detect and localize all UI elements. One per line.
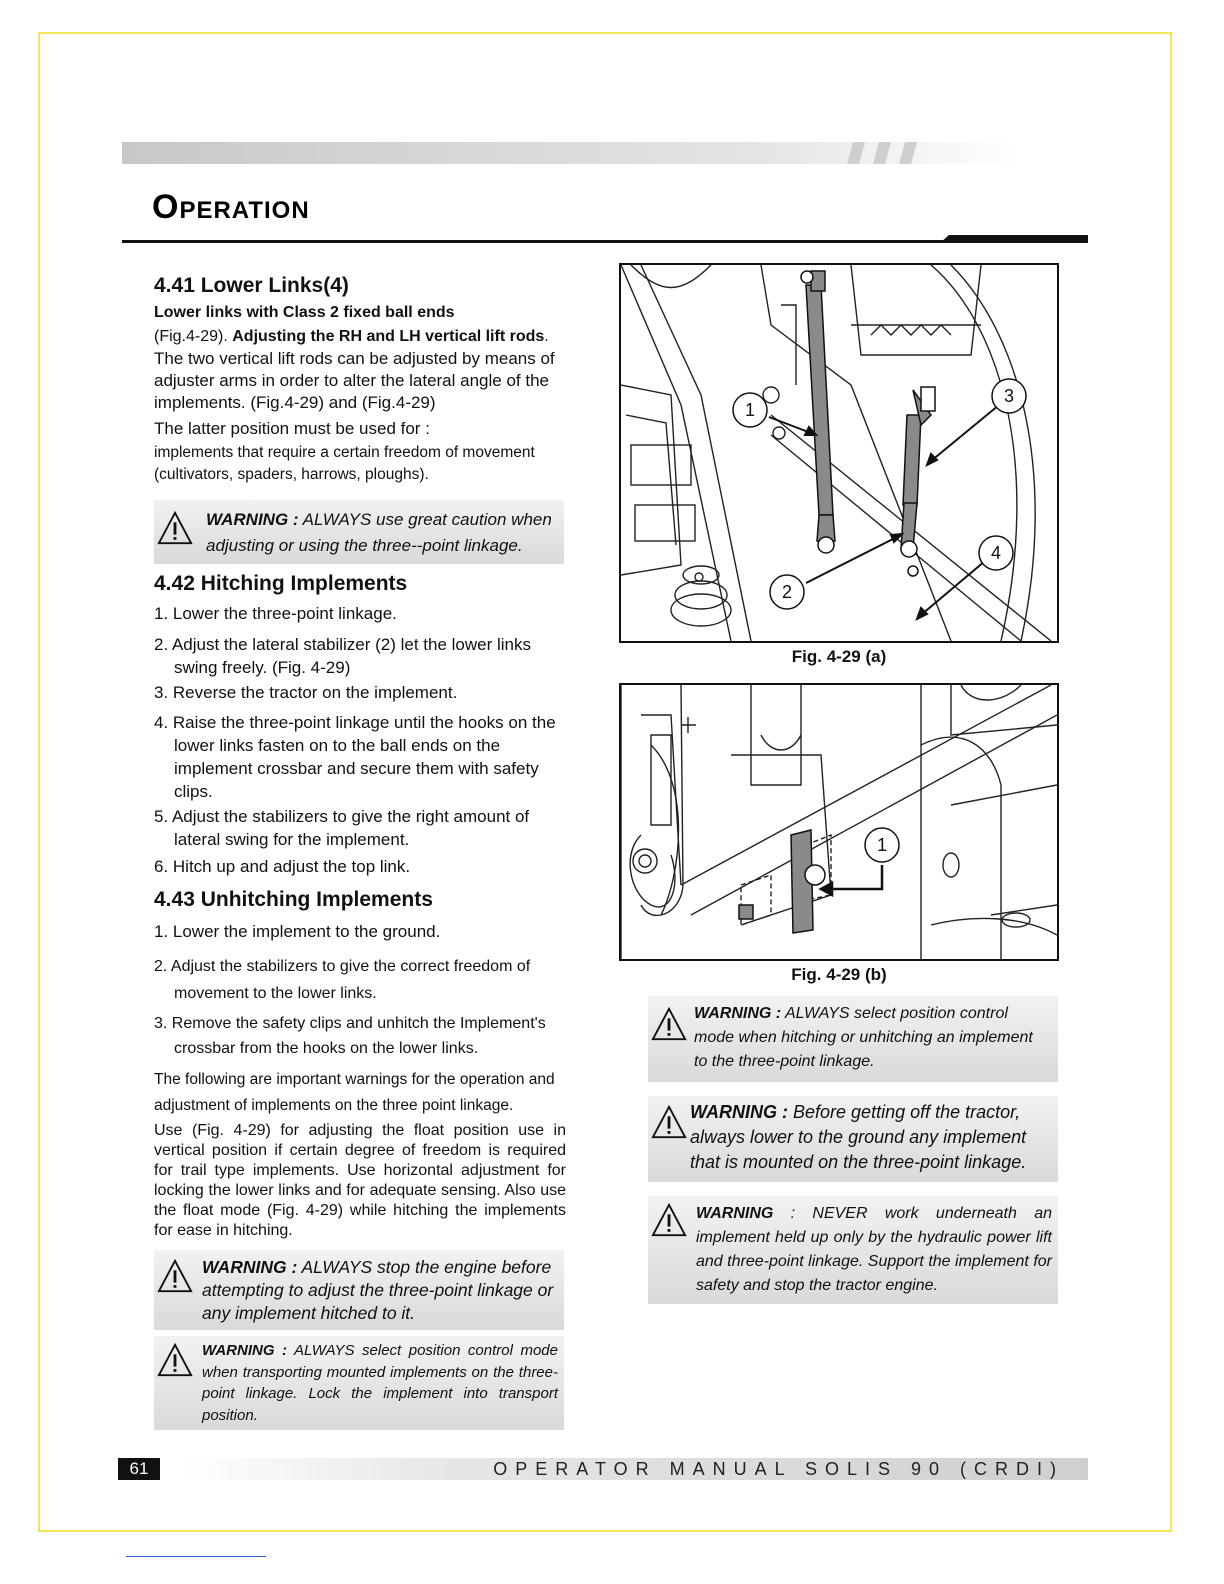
- warning-box-caution: [154, 500, 564, 564]
- list-item: 2. Adjust the stabilizers to give the correct freedom of movement to the lower links.: [154, 958, 531, 1002]
- section-442-heading: 4.42 Hitching Implements: [154, 572, 408, 595]
- section-443-para2: Use (Fig. 4-29) for adjusting the float position use in vertical position if certain degree of freedom is required for trail type implements. Use horizontal adjustment for locking the lower links and for adequate sensing. Also use the float mode (Fig. 4-29) while hitching the implements for ease in hitching.: [154, 1122, 566, 1239]
- figure-a-caption: Fig. 4-29 (a): [791, 647, 887, 666]
- lower-link-clip-illustration: [621, 685, 1057, 959]
- section-441-subheading: Lower links with Class 2 fixed ball ends: [154, 304, 455, 321]
- warning-label: WARNING :: [202, 1257, 298, 1277]
- list-item: 2. Adjust the lateral stabilizer (2) let the lower links swing freely. (Fig. 4-29): [154, 635, 532, 677]
- warning-box-never-underneath: [648, 1196, 1058, 1304]
- warning-label: WARNING :: [694, 1005, 782, 1022]
- warning-text: ALWAYS select position control mode when hitching or unhitching an implement to the three-point linkage.: [694, 1005, 1033, 1070]
- list-item: 6. Hitch up and adjust the top link.: [154, 857, 411, 876]
- warning-label: WARNING :: [690, 1102, 788, 1122]
- warning-label: WARNING :: [206, 510, 299, 529]
- lead-period: .: [544, 328, 549, 345]
- section-443-para1: The following are important warnings for the operation and adjustment of implements on the three point linkage.: [154, 1071, 555, 1114]
- warning-text: Before getting off the tractor, always lower to the ground any implement that is mounted on the three-point linkage.: [690, 1102, 1027, 1172]
- header-bar: [122, 142, 1022, 164]
- callout-1: 1: [876, 835, 888, 855]
- left-column: [154, 274, 566, 486]
- section-441-para2: The latter position must be used for :: [154, 419, 430, 438]
- warning-triangle-icon: [650, 1104, 688, 1140]
- callout-2: 2: [781, 582, 793, 602]
- manual-title: OPERATOR MANUAL SOLIS 90 (CRDI): [493, 1459, 1064, 1479]
- section-442-steps: [154, 602, 566, 878]
- list-item: 3. Reverse the tractor on the implement.: [154, 683, 458, 702]
- warning-triangle-icon: [156, 1258, 194, 1294]
- warning-label: WARNING :: [202, 1342, 287, 1359]
- callout-3: 3: [1003, 386, 1015, 406]
- warning-box-transport: [154, 1336, 564, 1430]
- list-item: 1. Lower the implement to the ground.: [154, 922, 441, 941]
- section-441-heading: 4.41 Lower Links(4): [154, 274, 349, 297]
- warning-text: ALWAYS use great caution when adjusting or using the three--point linkage.: [206, 510, 552, 555]
- section-443: [154, 888, 566, 1241]
- fig-ref: (Fig.4-29).: [154, 328, 228, 345]
- warning-box-position-control: [648, 996, 1058, 1082]
- page-title: Operation: [152, 188, 310, 226]
- warning-label: WARNING: [696, 1205, 774, 1222]
- section-443-heading: 4.43 Unhitching Implements: [154, 888, 433, 911]
- title-rule-accent: [940, 235, 1088, 243]
- bottom-link-underline: [126, 1556, 266, 1557]
- warning-triangle-icon: [156, 510, 194, 546]
- list-item: 4. Raise the three-point linkage until the hooks on the lower links fasten on to the ball ends on the implement crossbar and secure them with safety clips.: [154, 713, 556, 801]
- warning-triangle-icon: [650, 1202, 688, 1238]
- warning-box-lower-implement: [648, 1096, 1058, 1182]
- warning-triangle-icon: [156, 1342, 194, 1378]
- page-number: 61: [118, 1458, 160, 1480]
- list-item: 1. Lower the three-point linkage.: [154, 604, 397, 623]
- callout-4: 4: [990, 543, 1002, 563]
- list-item: 3. Remove the safety clips and unhitch the Implement's crossbar from the hooks on the lower links.: [154, 1015, 546, 1057]
- bold-lead: Adjusting the RH and LH vertical lift rods: [232, 328, 545, 345]
- warning-triangle-icon: [650, 1006, 688, 1042]
- section-441-para3: implements that require a certain freedom of movement (cultivators, spaders, harrows, ploughs).: [154, 444, 535, 483]
- callout-1: 1: [744, 400, 756, 420]
- figure-b-caption: Fig. 4-29 (b): [791, 965, 887, 984]
- warning-text: : NEVER work underneath an implement held up only by the hydraulic power lift and three-point linkage. Support the implement for safety and stop the tractor engine.: [696, 1205, 1052, 1294]
- figure-4-29-a: [619, 263, 1059, 643]
- warning-text: ALWAYS stop the engine before attempting to adjust the three-point linkage or any implement hitched to it.: [202, 1257, 554, 1323]
- lift-rod-illustration: [621, 265, 1057, 641]
- section-443-steps: [154, 920, 566, 1061]
- warning-text: ALWAYS select position control mode when transporting mounted implements on the three-point linkage. Lock the implement into transport position.: [202, 1342, 558, 1424]
- section-441-intro: [154, 326, 566, 348]
- section-441-para1: The two vertical lift rods can be adjusted by means of adjuster arms in order to alter the lateral angle of the implements. (Fig.4-29) and (Fig.4-29): [154, 349, 555, 412]
- list-item: 5. Adjust the stabilizers to give the right amount of lateral swing for the implement.: [154, 807, 530, 849]
- figure-4-29-b: [619, 683, 1059, 961]
- footer-bar: [180, 1458, 1088, 1480]
- section-442: [154, 572, 566, 878]
- warning-box-stop-engine: [154, 1250, 564, 1330]
